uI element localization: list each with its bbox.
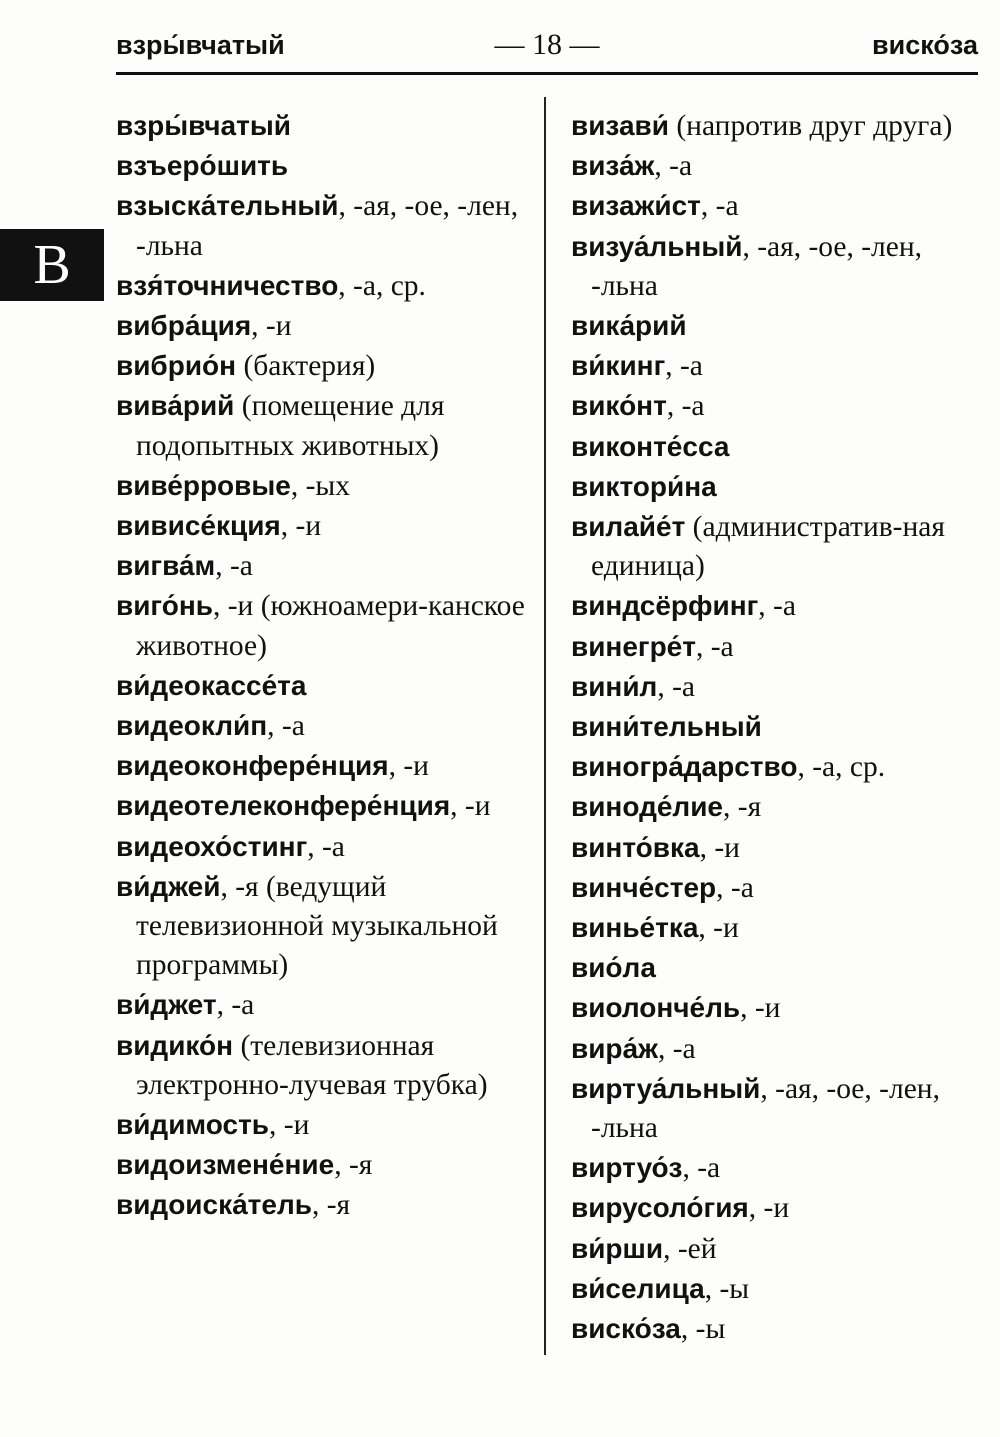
right-column	[571, 106, 981, 1349]
dictionary-entry	[571, 1188, 981, 1228]
dictionary-entry	[116, 546, 528, 586]
left-column	[116, 106, 528, 1226]
entry-headword: взъеро́шить	[116, 150, 289, 182]
entry-grammar: , -а	[695, 630, 734, 663]
entry-grammar: , -ая, -ое, -лен, -льна	[591, 1072, 940, 1145]
entry-grammar: , -и (южноамери-канское животное)	[136, 590, 525, 662]
entry-headword: виго́нь	[116, 590, 213, 622]
dictionary-entry	[571, 306, 981, 346]
entry-headword: вико́нт	[571, 390, 667, 422]
dictionary-entry	[116, 186, 528, 265]
entry-grammar: (напротив друг друга)	[668, 110, 953, 142]
dictionary-entry	[571, 988, 981, 1028]
dictionary-entry	[571, 106, 981, 146]
dictionary-entry	[571, 1148, 981, 1188]
entry-headword: винто́вка	[571, 831, 700, 863]
dictionary-entry	[116, 985, 528, 1025]
entry-grammar: , -а	[215, 550, 253, 583]
dictionary-entry	[116, 386, 528, 465]
entry-headword: ви́кинг	[571, 350, 666, 382]
entry-headword: видеоконфере́нция	[116, 750, 389, 782]
entry-grammar: , -а, ср.	[338, 269, 426, 302]
page-header	[116, 22, 978, 75]
dictionary-entry	[571, 627, 981, 667]
dictionary-entry	[116, 146, 528, 186]
dictionary-entry	[571, 227, 981, 306]
dictionary-entry	[116, 346, 528, 386]
section-letter-tab: В	[0, 229, 104, 301]
entry-grammar: , -я	[723, 791, 762, 824]
entry-grammar: (телевизионная электронно-лучевая трубка)	[136, 1029, 488, 1101]
entry-grammar: , -и	[450, 790, 491, 823]
entry-headword: виртуо́з	[571, 1152, 683, 1184]
entry-headword: виконте́сса	[571, 430, 730, 462]
dictionary-entry	[571, 186, 981, 226]
dictionary-entry	[571, 948, 981, 988]
entry-headword: виолонче́ль	[571, 992, 741, 1024]
entry-grammar: , -а	[657, 670, 696, 703]
dictionary-entry	[116, 706, 528, 746]
entry-grammar: , -и	[699, 831, 740, 864]
entry-grammar: , -я (ведущий телевизионной музыкальной программы)	[136, 870, 498, 982]
entry-headword: ви́рши	[571, 1232, 664, 1264]
entry-headword: визави́	[571, 110, 669, 141]
dictionary-entry	[116, 786, 528, 826]
entry-grammar: , -а	[665, 350, 703, 383]
dictionary-entry	[571, 828, 981, 868]
entry-grammar: (помещение для подопытных животных)	[136, 390, 445, 462]
entry-grammar: , -а	[216, 989, 255, 1022]
entry-headword: взя́точничество	[116, 269, 339, 301]
entry-grammar: (административ-ная единица)	[591, 511, 945, 583]
entry-headword: визажи́ст	[571, 190, 701, 222]
entry-grammar: , -а, ср.	[797, 751, 886, 784]
entry-headword: виско́за	[571, 1313, 681, 1345]
entry-grammar: , -а	[267, 710, 305, 743]
dictionary-entry	[571, 386, 981, 426]
entry-grammar: , -ей	[663, 1232, 717, 1265]
entry-headword: видеохо́стинг	[116, 830, 308, 862]
entry-headword: виртуа́льный	[571, 1072, 761, 1104]
entry-grammar: , -а	[657, 1032, 696, 1065]
dictionary-entry	[571, 707, 981, 747]
entry-grammar: , -и	[280, 510, 322, 543]
entry-headword: ви́джей	[116, 870, 221, 902]
entry-headword: вини́тельный	[571, 711, 762, 743]
dictionary-entry	[571, 667, 981, 707]
dictionary-entry	[571, 1029, 981, 1069]
entry-headword: видоиска́тель	[116, 1189, 312, 1221]
entry-headword: ви́селица	[571, 1272, 705, 1304]
entry-headword: виктори́на	[571, 470, 717, 502]
entry-grammar: , -а	[682, 1152, 721, 1185]
dictionary-entry	[116, 306, 528, 346]
dictionary-entry	[571, 1069, 981, 1148]
dictionary-entry	[571, 1269, 981, 1309]
dictionary-entry	[571, 787, 981, 827]
dictionary-entry	[116, 746, 528, 786]
entry-headword: визуа́льный	[571, 230, 743, 262]
header-last-word: виско́за	[872, 30, 978, 60]
entry-headword: видеотелеконфере́нция	[116, 790, 451, 822]
entry-headword: виве́рровые	[116, 469, 291, 501]
entry-grammar: (бактерия)	[236, 350, 376, 383]
entry-grammar: , -и	[388, 750, 429, 783]
entry-headword: вини́л	[571, 670, 658, 702]
dictionary-entry	[116, 586, 528, 665]
dictionary-entry	[571, 146, 981, 186]
dictionary-entry	[116, 1145, 528, 1185]
entry-headword: вивисе́кция	[116, 510, 281, 542]
entry-grammar: , -ых	[290, 469, 351, 502]
entry-headword: винче́стер	[571, 871, 717, 903]
entry-headword: ви́димость	[116, 1109, 269, 1141]
entry-grammar: , -а	[654, 150, 693, 183]
entry-headword: виза́ж	[571, 150, 655, 182]
dictionary-entry	[571, 747, 981, 787]
entry-grammar: , -я	[334, 1149, 373, 1182]
column-divider	[544, 97, 546, 1355]
dictionary-entry	[116, 1026, 528, 1105]
page-number: — 18 —	[494, 28, 600, 61]
entry-headword: ви́деокассе́та	[116, 669, 307, 701]
entry-headword: виноде́лие	[571, 791, 723, 823]
dictionary-entry	[116, 1185, 528, 1225]
entry-headword: вива́рий	[116, 390, 235, 422]
entry-grammar: , -и	[269, 1109, 310, 1142]
dictionary-entry	[571, 1229, 981, 1269]
entry-grammar: , -ы	[680, 1313, 726, 1346]
entry-headword: виндсёрфинг	[571, 590, 759, 622]
entry-grammar: , -и	[748, 1192, 790, 1225]
entry-grammar: , -и	[740, 992, 781, 1025]
dictionary-entry	[571, 1309, 981, 1349]
dictionary-entry	[571, 586, 981, 626]
dictionary-entry	[571, 507, 981, 586]
entry-headword: вика́рий	[571, 310, 687, 342]
entry-headword: вигва́м	[116, 550, 216, 582]
dictionary-entry	[116, 106, 528, 146]
entry-headword: вилайе́т	[571, 511, 686, 543]
entry-grammar: , -а	[716, 871, 754, 904]
entry-grammar: , -ая, -ое, -лен, -льна	[591, 230, 923, 302]
entry-headword: видико́н	[116, 1029, 234, 1061]
entry-headword: вибрио́н	[116, 350, 237, 382]
entry-headword: вирусоло́гия	[571, 1192, 749, 1224]
dictionary-entry	[116, 867, 528, 986]
dictionary-entry	[116, 666, 528, 706]
dictionary-entry	[116, 266, 528, 306]
header-first-word: взры́вчатый	[116, 30, 285, 60]
entry-grammar: , -а	[700, 190, 739, 223]
entry-grammar: , -ы	[704, 1272, 750, 1305]
dictionary-entry	[116, 466, 528, 506]
entry-headword: видеокли́п	[116, 710, 268, 742]
entry-headword: виногра́дарство	[571, 751, 798, 783]
dictionary-entry	[571, 868, 981, 908]
entry-headword: вибра́ция	[116, 310, 252, 342]
entry-grammar: , -а	[307, 830, 345, 863]
entry-grammar: , -а	[758, 590, 796, 623]
entry-grammar: , -я	[311, 1189, 351, 1222]
dictionary-entry	[116, 1105, 528, 1145]
dictionary-entry	[571, 908, 981, 948]
entry-headword: вира́ж	[571, 1032, 658, 1064]
entry-grammar: , -ая, -ое, -лен, -льна	[136, 190, 519, 262]
entry-headword: взры́вчатый	[116, 110, 291, 141]
entry-headword: винегре́т	[571, 630, 696, 662]
entry-headword: ви́джет	[116, 989, 217, 1021]
entry-headword: видоизмене́ние	[116, 1149, 335, 1181]
entry-grammar: , -а	[666, 390, 705, 423]
dictionary-entry	[116, 827, 528, 867]
entry-headword: винье́тка	[571, 912, 699, 944]
entry-grammar: , -и	[251, 310, 292, 343]
dictionary-entry	[571, 346, 981, 386]
dictionary-entry	[571, 427, 981, 467]
entry-headword: взыска́тельный	[116, 190, 339, 222]
entry-headword: вио́ла	[571, 952, 656, 984]
dictionary-entry	[571, 467, 981, 507]
dictionary-entry	[116, 506, 528, 546]
entry-grammar: , -и	[698, 912, 739, 945]
